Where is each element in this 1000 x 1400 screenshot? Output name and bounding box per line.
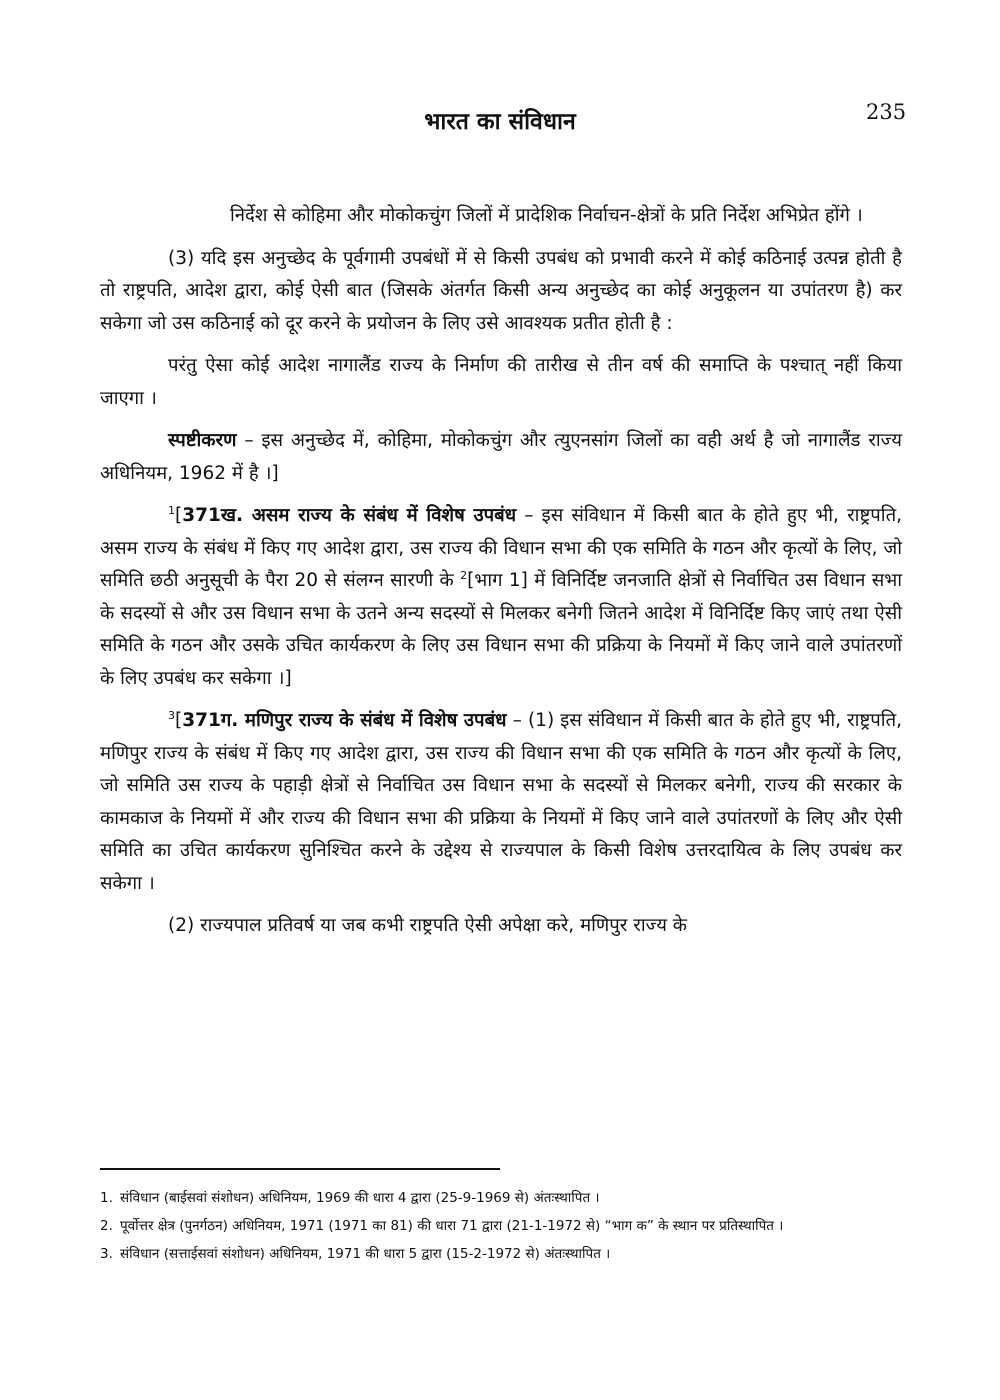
footnote-number: 2. (100, 1218, 113, 1234)
footnote-text: संविधान (बाईसवां संशोधन) अधिनियम, 1969 की धारा 4 द्वारा (25-9-1969 से) अंतःस्थापित । (120, 1190, 600, 1206)
footnote-number: 3. (100, 1246, 113, 1262)
footnote-text: पूर्वोत्तर क्षेत्र (पुनर्गठन) अधिनियम, 1971 (1971 का 81) की धारा 71 द्वारा (21-1-1972 से) “भाग क” के स्थान पर प्रतिस्थापित । (120, 1218, 784, 1234)
footnotes (100, 1186, 900, 1270)
footnote-item (100, 1214, 900, 1238)
article-371b-text-b: [भाग 1] में विनिर्दिष्ट जनजाति क्षेत्रों से निर्वाचित उस विधान सभा के सदस्यों से और उस विधान सभा के उतने अन्य सदस्यों से मिलकर बनेगी जितने आदेश में विनिर्दिष्ट किए जाएं तथा ऐसी समिति के गठन और उसके उचित कार्यकरण के लिए उस विधान सभा की प्रक्रिया के नियमों में किए जाने वाले उपांतरणों के लिए उपबंध कर सकेगा ।] (100, 570, 902, 689)
article-371b-heading: 371ख. असम राज्य के संबंध में विशेष उपबंध (182, 505, 517, 526)
article-371c (100, 705, 902, 900)
paragraph-proviso: परंतु ऐसा कोई आदेश नागालैंड राज्य के निर्माण की तारीख से तीन वर्ष की समाप्ति के पश्चात् नहीं किया जाएगा । (100, 355, 902, 409)
article-371c-clause-2: (2) राज्यपाल प्रतिवर्ष या जब कभी राष्ट्रपति ऐसी अपेक्षा करे, मणिपुर राज्य के (168, 915, 688, 936)
article-371c-heading: 371ग. मणिपुर राज्य के संबंध में विशेष उपबंध (182, 710, 507, 731)
body-text (100, 200, 902, 953)
footnote-ref-3: 3 (168, 708, 175, 722)
footnote-item (100, 1186, 900, 1210)
footnote-divider (100, 1168, 500, 1170)
footnote-number: 1. (100, 1190, 113, 1206)
explanation-heading: स्पष्टीकरण (168, 430, 237, 451)
footnote-ref-2: 2 (460, 568, 468, 582)
footnote-text: संविधान (सत्ताईसवां संशोधन) अधिनियम, 1971 की धारा 5 द्वारा (15-2-1972 से) अंतःस्थापित । (120, 1246, 611, 1262)
paragraph-clause-3: (3) यदि इस अनुच्छेद के पूर्वगामी उपबंधों में से किसी उपबंध को प्रभावी करने में कोई कठिनाई उत्पन्न होती है तो राष्ट्रपति, आदेश द्वारा, कोई ऐसी बात (जिसके अंतर्गत किसी अन्य अनुच्छेद का कोई अनुकूलन या उपांतरण है) कर सकेगा जो उस कठिनाई को दूर करने के प्रयोजन के लिए उसे आवश्यक प्रतीत होती है : (100, 247, 902, 334)
insertion-bracket: [ (175, 710, 183, 731)
footnote-ref-1: 1 (168, 503, 175, 517)
article-371b (100, 500, 902, 695)
article-371c-text: – (1) इस संविधान में किसी बात के होते हुए भी, राष्ट्रपति, मणिपुर राज्य के संबंध में किए गए आदेश द्वारा, उस राज्य की विधान सभा की एक समिति के गठन और कृत्यों के लिए, जो समिति उस राज्य के पहाड़ी क्षेत्रों से निर्वाचित उस विधान सभा के सदस्यों से मिलकर बनेगी, राज्य की सरकार के कामकाज के नियमों में और राज्य की विधान सभा की प्रक्रिया के नियमों में किए जाने वाले उपांतरणों के लिए और ऐसी समिति का उचित कार्यकरण सुनिश्चित करने के उद्देश्य से राज्यपाल के किसी विशेष उत्तरदायित्व के लिए उपबंध कर सकेगा । (100, 710, 902, 894)
explanation-text: – इस अनुच्छेद में, कोहिमा, मोकोकचुंग और त्युएनसांग जिलों का वही अर्थ है जो नागालैंड राज्य अधिनियम, 1962 में है ।] (100, 430, 902, 484)
insertion-bracket: [ (175, 505, 183, 526)
paragraph-continuation: निर्देश से कोहिमा और मोकोकचुंग जिलों में प्रादेशिक निर्वाचन-क्षेत्रों के प्रति निर्देश अभिप्रेत होंगे । (230, 205, 863, 226)
footnote-item (100, 1242, 900, 1266)
paragraph-explanation (100, 425, 902, 490)
article-371b-text-a: – इस संविधान में किसी बात के होते हुए भी, राष्ट्रपति, असम राज्य के संबंध में किए गए आदेश द्वारा, उस राज्य की विधान सभा की एक समिति के गठन और कृत्यों के लिए, जो समिति छठी अनुसूची के पैरा 20 से संलग्न सारणी के (100, 505, 902, 591)
page-number: 235 (866, 100, 907, 124)
page-title: भारत का संविधान (424, 109, 576, 135)
